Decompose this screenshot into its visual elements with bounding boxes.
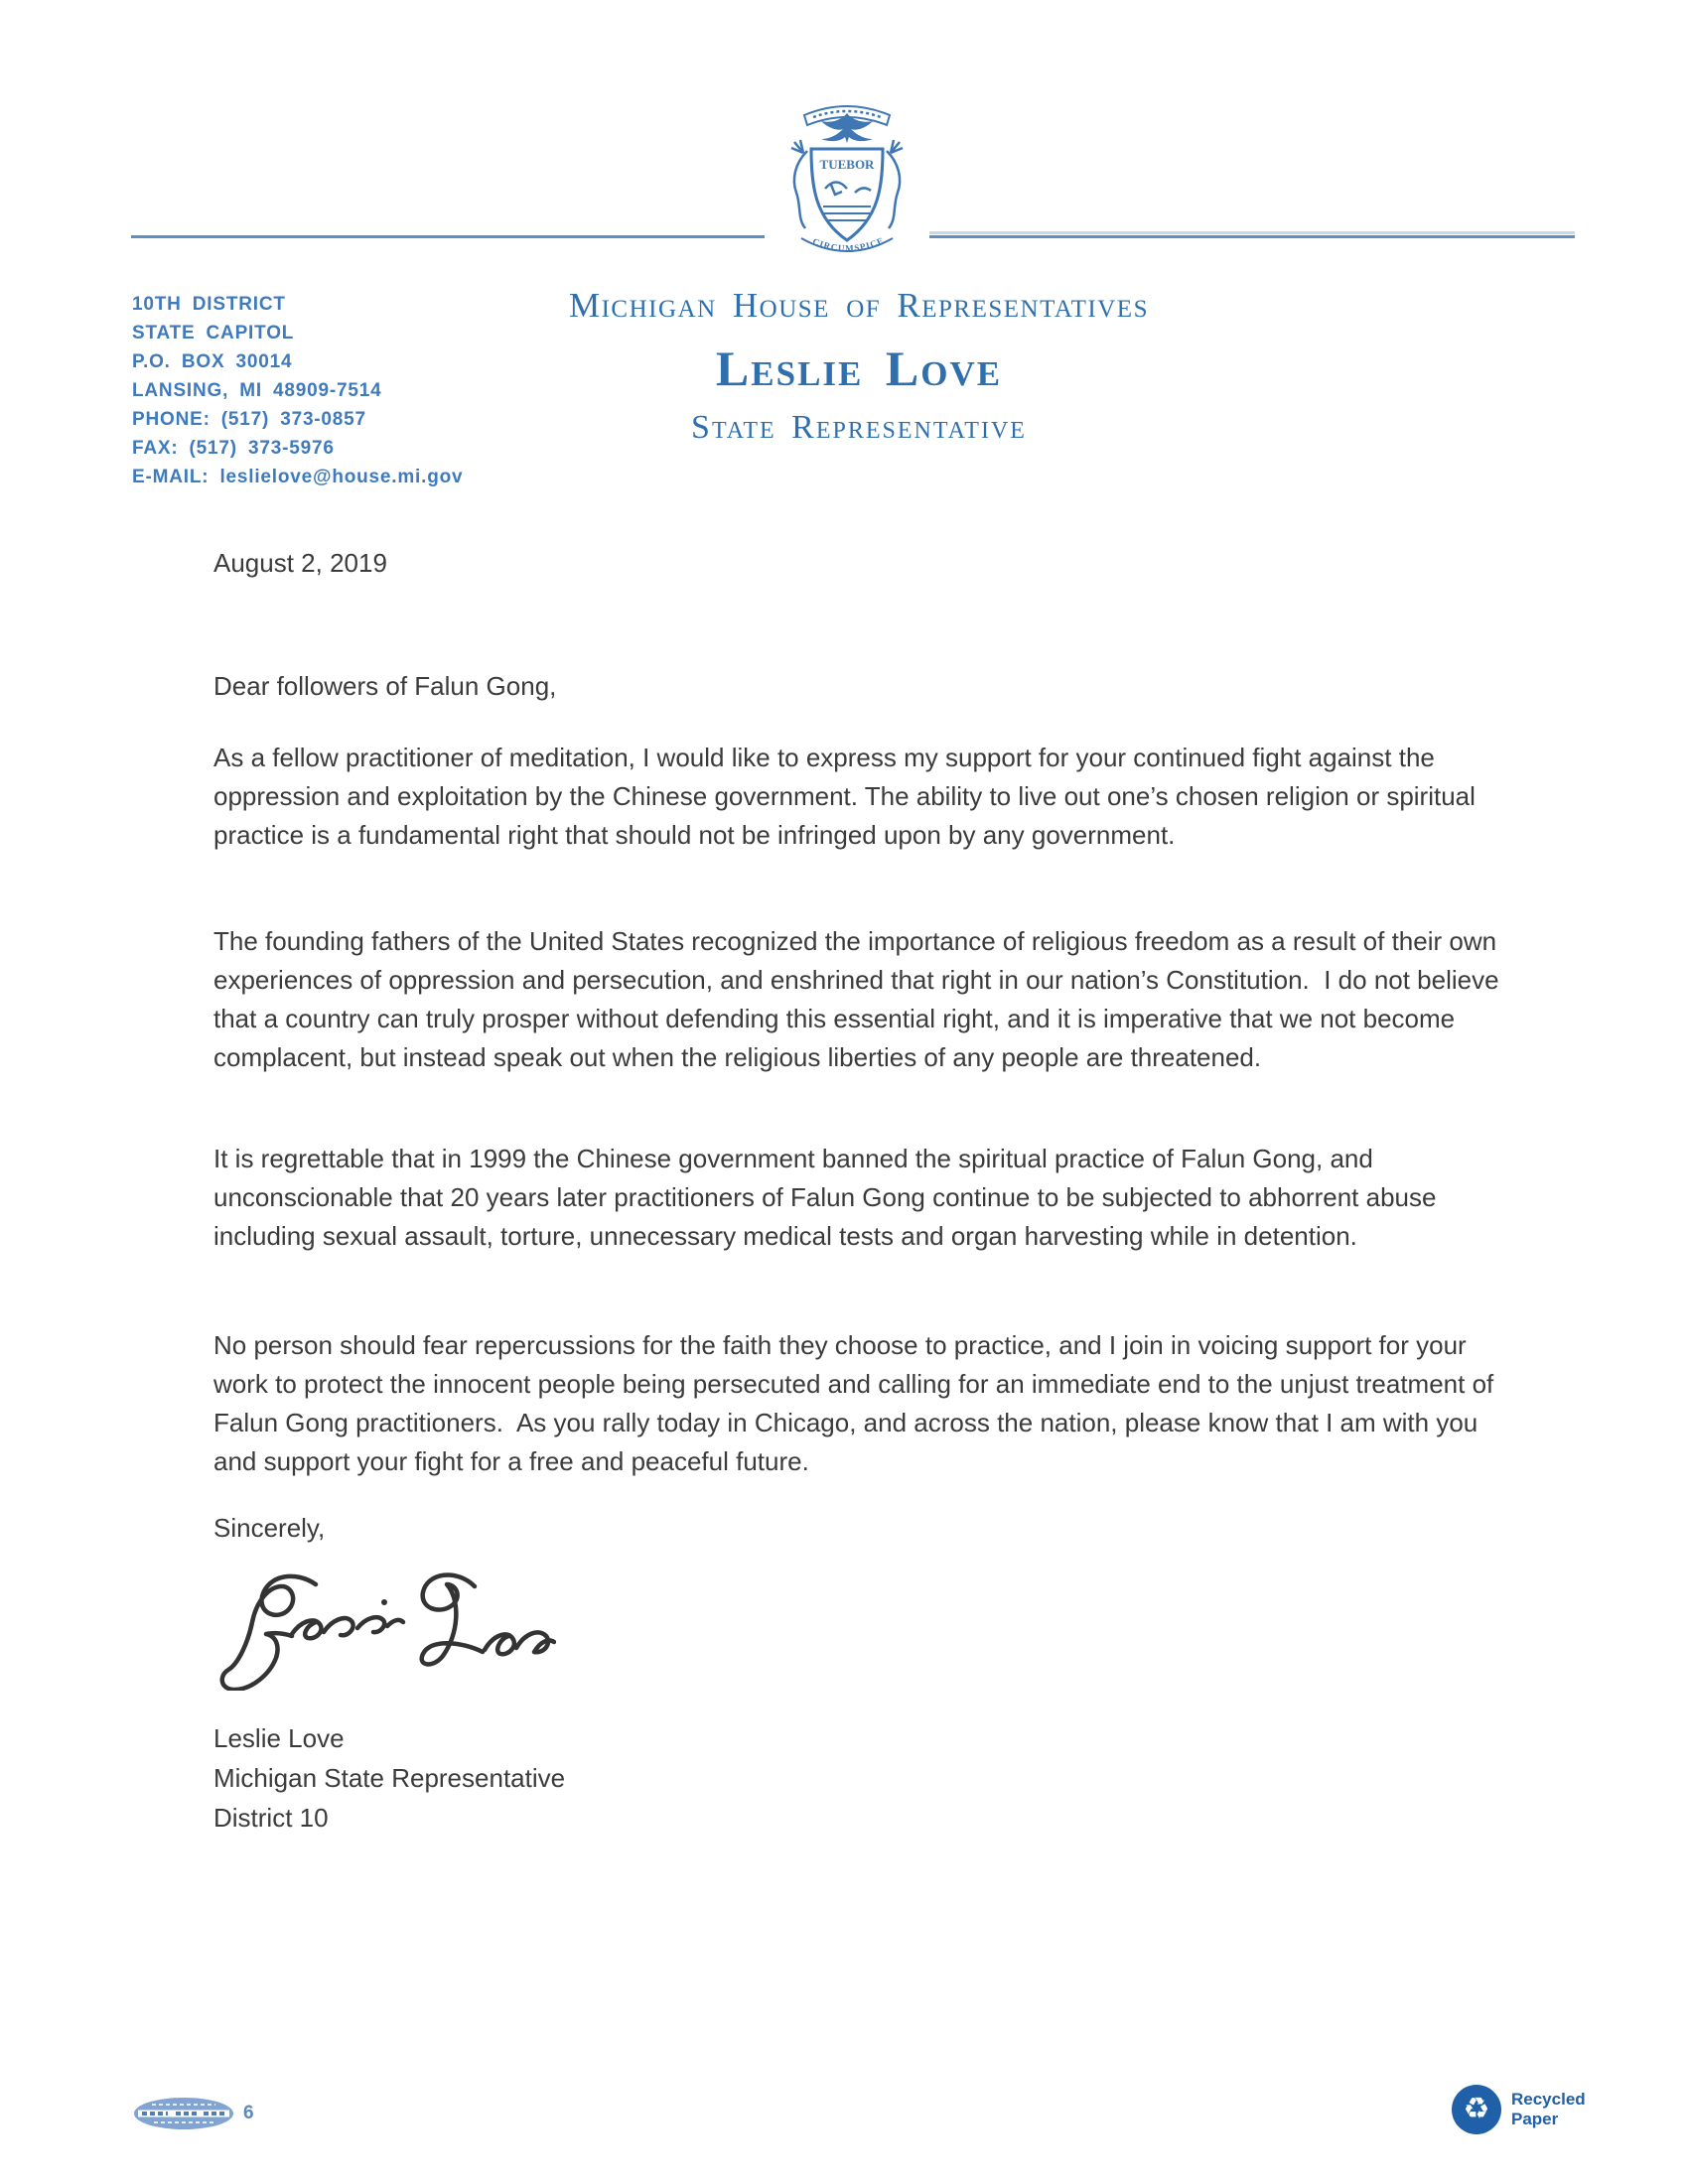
contact-block	[132, 290, 463, 491]
recycle-icon	[1452, 2085, 1501, 2134]
union-label-icon	[132, 2095, 235, 2132]
paragraph-1: As a fellow practitioner of meditation, I would like to express my support for your continued fight against the oppression and exploitation by the Chinese government. The ability to live out one’s chosen religion or spiritual practice is a fundamental right that should not be infringed upon by any government.	[213, 743, 1483, 850]
header-rule-right	[929, 235, 1575, 238]
representative-title: State Representative	[691, 409, 1027, 446]
handwritten-signature	[218, 1567, 556, 1691]
contact-line-pobox: P.O. BOX 30014	[132, 351, 293, 372]
contact-line-phone: PHONE: (517) 373-0857	[132, 409, 366, 430]
paragraph-2: The founding fathers of the United States recognized the importance of religious freedom as a result of their own experiences of oppression and persecution, and enshrined that right in our nation’s Constitution. I do not believe that a country can truly prosper without defending this essential right, and it is imperative that we not become complacent, but instead speak out when the religious liberties of any people are threatened.	[213, 926, 1506, 1072]
org-title: Michigan House of Representatives	[568, 286, 1149, 325]
paragraph-4: No person should fear repercussions for the faith they choose to practice, and I join in voicing support for your work to protect the innocent people being persecuted and calling for an immediate end to the unjust treatment of Falun Gong practitioners. As you rally today in Chicago, and across the nation, please know that I am with you and support your fight for a free and peaceful future.	[213, 1330, 1501, 1476]
michigan-state-seal-icon	[777, 89, 916, 273]
representative-name: Leslie Love	[715, 341, 1003, 396]
seal-motto-text: TUEBOR	[819, 157, 875, 172]
contact-line-district: 10TH DISTRICT	[132, 294, 286, 315]
contact-line-fax: FAX: (517) 373-5976	[132, 438, 335, 459]
union-label-number: 6	[243, 2103, 254, 2123]
contact-line-capitol: STATE CAPITOL	[132, 323, 295, 343]
closing: Sincerely,	[213, 1513, 326, 1543]
recycled-paper-mark	[1452, 2085, 1586, 2134]
contact-line-email: E-MAIL: leslielove@house.mi.gov	[132, 467, 464, 487]
recycled-label-line1: Recycled	[1511, 2090, 1586, 2109]
recycled-label-line2: Paper	[1511, 2110, 1559, 2128]
recycled-paper-label	[1511, 2090, 1586, 2129]
paragraph-3: It is regrettable that in 1999 the Chinese government banned the spiritual practice of Falun Gong, and unconscionable that 20 years later practitioners of Falun Gong continue to be subjected to abhorrent abuse including sexual assault, torture, unnecessary medical tests and organ harvesting while in detention.	[213, 1144, 1444, 1251]
contact-line-city: LANSING, MI 48909-7514	[132, 380, 382, 401]
signer-district: District 10	[213, 1803, 329, 1833]
signer-title: Michigan State Representative	[213, 1763, 566, 1793]
header-rule-left	[131, 235, 765, 238]
salutation: Dear followers of Falun Gong,	[213, 671, 557, 701]
seal-bottom-motto-text: CIRCUMSPICE	[811, 234, 886, 254]
recycle-glyph: ♻	[1463, 2093, 1490, 2125]
union-printing-label	[132, 2095, 254, 2132]
signer-name: Leslie Love	[213, 1723, 345, 1753]
letter-date: August 2, 2019	[213, 548, 387, 578]
